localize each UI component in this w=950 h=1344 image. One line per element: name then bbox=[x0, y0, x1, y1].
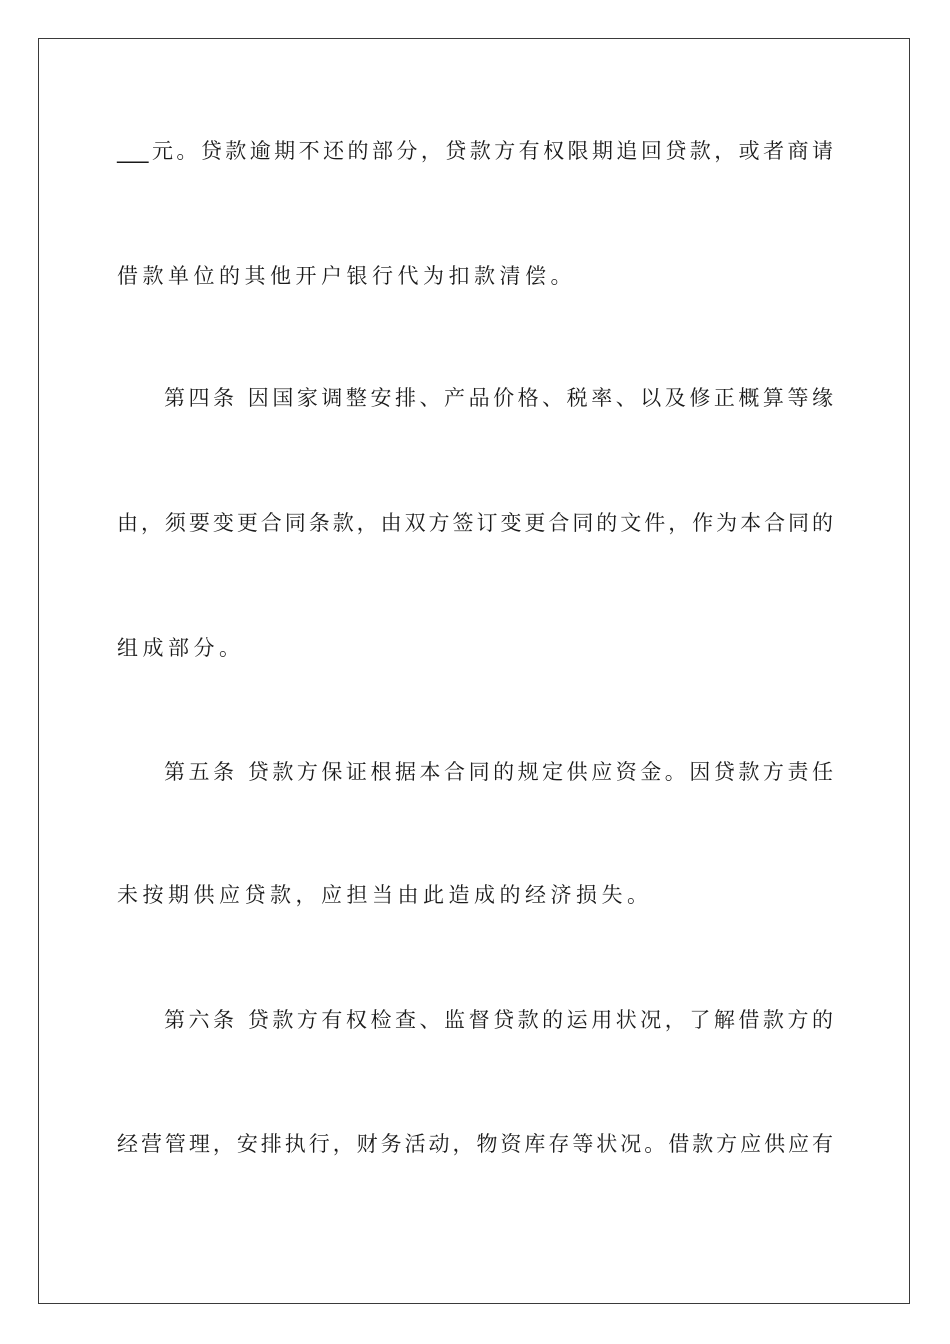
text-line-7: 未按期供应贷款，应担当由此造成的经济损失。 bbox=[117, 883, 653, 907]
text-line-6: 第五条 贷款方保证根据本合同的规定供应资金。因贷款方责任 bbox=[164, 760, 833, 784]
text-line-9: 经营管理，安排执行，财务活动，物资库存等状况。借款方应供应有 bbox=[117, 1132, 833, 1156]
text-line-5: 组成部分。 bbox=[117, 636, 245, 660]
text-line-4: 由，须要变更合同条款，由双方签订变更合同的文件，作为本合同的 bbox=[117, 511, 833, 535]
text-line-1: ___元。贷款逾期不还的部分，贷款方有权限期追回贷款，或者商请 bbox=[117, 139, 833, 163]
text-line-3: 第四条 因国家调整安排、产品价格、税率、以及修正概算等缘 bbox=[164, 386, 833, 410]
page-frame bbox=[38, 38, 910, 1304]
text-line-8: 第六条 贷款方有权检查、监督贷款的运用状况，了解借款方的 bbox=[164, 1008, 833, 1032]
text-line-2: 借款单位的其他开户银行代为扣款清偿。 bbox=[117, 264, 576, 288]
